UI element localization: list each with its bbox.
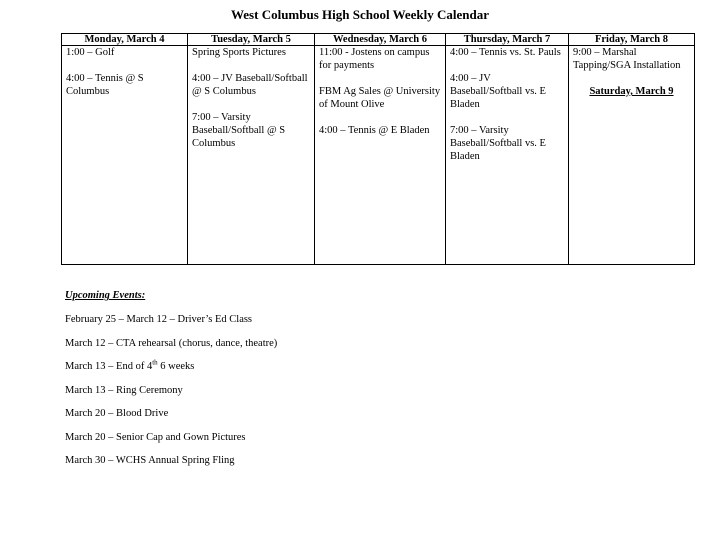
upcoming-event-item: March 20 – Blood Drive: [65, 408, 169, 419]
event-entry: FBM Ag Sales @ University of Mount Olive: [319, 86, 441, 110]
upcoming-event-item: March 20 – Senior Cap and Gown Pictures: [65, 431, 246, 443]
event-text: March 13 – End of 4: [65, 361, 153, 372]
event-entry: 7:00 – Varsity Baseball/Softball @ S Columbus: [192, 112, 286, 149]
event-entry: 4:00 – JV Baseball/Softball vs. E Bladen: [450, 73, 546, 110]
day-header-friday: Friday, March 8: [569, 34, 695, 46]
event-entry: 4:00 – Tennis vs. St. Pauls: [450, 47, 561, 58]
upcoming-events-section: [65, 289, 277, 478]
upcoming-event-item: March 30 – WCHS Annual Spring Fling: [65, 455, 235, 466]
entry-spacer: [66, 59, 183, 72]
day-cell-tuesday: [188, 46, 315, 265]
entry-spacer: [192, 59, 310, 72]
event-entry: 4:00 – JV Baseball/Softball @ S Columbus: [192, 73, 308, 97]
entry-spacer: [573, 72, 690, 85]
day-cell-monday: [62, 46, 188, 265]
event-text: 6 weeks: [157, 361, 195, 372]
upcoming-event-item: February 25 – March 12 – Driver’s Ed Class: [65, 314, 253, 325]
day-header-thursday: Thursday, March 7: [446, 34, 569, 46]
day-header-monday: Monday, March 4: [62, 34, 188, 46]
ordinal-suffix: th: [152, 358, 158, 367]
entry-spacer: [450, 59, 564, 72]
entry-spacer: [319, 72, 441, 85]
entry-spacer: [319, 111, 441, 124]
event-entry: 1:00 – Golf: [66, 47, 115, 58]
event-entry: 9:00 – Marshal Tapping/SGA Installation: [573, 47, 681, 71]
day-cell-thursday: [446, 46, 569, 265]
upcoming-event-item: March 13 – Ring Ceremony: [65, 384, 183, 396]
upcoming-event-item: March 12 – CTA rehearsal (chorus, dance, theatre): [65, 337, 278, 349]
event-entry: 4:00 – Tennis @ S Columbus: [66, 73, 144, 97]
event-entry: Spring Sports Pictures: [192, 47, 286, 58]
calendar-body-row: [62, 46, 695, 265]
day-header-tuesday: Tuesday, March 5: [188, 34, 315, 46]
event-entry: 11:00 - Jostens on campus for payments: [319, 47, 430, 71]
upcoming-events-heading: Upcoming Events:: [65, 290, 146, 301]
day-header-wednesday: Wednesday, March 6: [315, 34, 446, 46]
calendar-header-row: [62, 34, 695, 46]
day-cell-friday: [569, 46, 695, 265]
weekly-calendar-table: [61, 33, 695, 265]
saturday-label: Saturday, March 9: [589, 86, 674, 97]
event-entry: 7:00 – Varsity Baseball/Softball vs. E Bladen: [450, 125, 546, 162]
event-entry: 4:00 – Tennis @ E Bladen: [319, 125, 430, 136]
calendar-title: West Columbus High School Weekly Calendar: [231, 7, 489, 22]
upcoming-event-item: [65, 360, 277, 373]
entry-spacer: [450, 111, 564, 124]
day-cell-wednesday: [315, 46, 446, 265]
entry-spacer: [192, 98, 310, 111]
